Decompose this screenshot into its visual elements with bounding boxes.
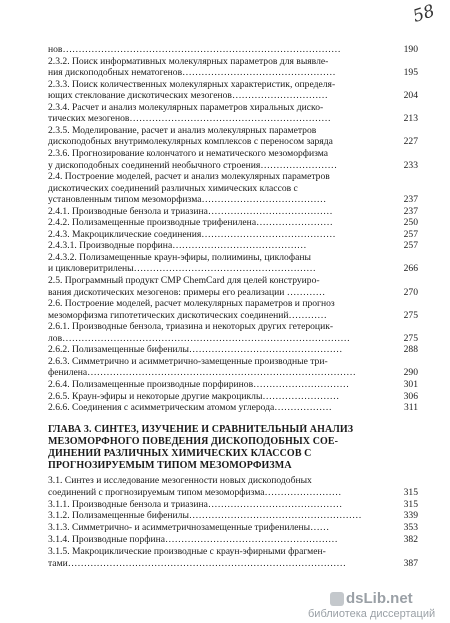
toc-entry-page: 227 (403, 136, 418, 147)
toc-entry-page: 250 (403, 217, 418, 228)
toc-entry-text: тами…………………………………………………………………………… (48, 558, 346, 569)
toc-entry-text: вания дискотических мезогенов: примеры его реализации ………… (48, 287, 326, 298)
toc-entry-text: 2.3.5. Моделирование, расчет и анализ молекулярных параметров (48, 125, 317, 136)
toc-entry-text: соединений с прогнозируемым типом мезоморфизма…………………… (48, 487, 342, 498)
toc-entry-text: тических мезогенов……………………………………………………… (48, 113, 331, 124)
toc-entry-text: 2.6.5. Краун-эфиры и некоторые другие макроциклы…………………… (48, 391, 340, 402)
toc-entry-page: 233 (403, 160, 418, 171)
toc-entry-text: 2.6.2. Полизамещенные бифенилы………………………………………… (48, 344, 343, 355)
toc-entry-page: 195 (403, 67, 418, 78)
toc-entry-text: 2.3.3. Поиск количественных молекулярных характеристик, определя- (48, 79, 336, 90)
toc-entry-text: фенилена………………………………………………………………………… (48, 367, 356, 378)
toc-entry-page: 387 (403, 558, 418, 569)
toc-entry-text: 2.4.2. Полизамещенные производные трифенилена…………………… (48, 217, 333, 228)
chapter-heading-line: ПРОГНОЗИРУЕМЫМ ТИПОМ МЕЗОМОРФИЗМА (48, 460, 292, 471)
toc-entry-text: 3.1.5. Макроциклические производные с краун-эфирными фрагмен- (48, 546, 326, 557)
toc-entry-text: установленным типом мезоморфизма………………………………… (48, 194, 327, 205)
toc-entry-page: 237 (403, 194, 418, 205)
toc-entry-text: 2.4.3.2. Полизамещенные краун-эфиры, полиимины, циклофаны (48, 252, 311, 263)
toc-entry-page: 213 (403, 113, 418, 124)
toc-entry-page: 382 (403, 534, 418, 545)
toc-entry-text: 3.1.3. Симметрично- и асимметричнозамещенные трифенилены…… (48, 522, 330, 533)
toc-entry-page: 237 (403, 206, 418, 217)
toc-entry-page: 190 (403, 44, 418, 55)
toc-entry-text: у дископодобных соединений необычного строения…………………… (48, 160, 338, 171)
watermark-caption: библиотека диссертаций (308, 608, 436, 620)
chapter-heading-line: ДИНЕНИЙ РАЗЛИЧНЫХ ХИМИЧЕСКИХ КЛАССОВ С (48, 448, 312, 459)
toc-entry-text: дискотических соединений различных химических классов с (48, 183, 298, 194)
toc-entry-page: 270 (403, 287, 418, 298)
toc-entry-text: 3.1.1. Производные бензола и триазина…………………………………… (48, 499, 343, 510)
toc-entry-text: 2.6. Построение моделей, расчет молекулярных параметров и прогноз (48, 298, 335, 309)
toc-entry-page: 204 (403, 90, 418, 101)
toc-entry-text: дископодобных внутримолекулярных комплексов с переносом заряда (48, 136, 333, 147)
toc-entry-text: 2.4.3.1. Производные порфина…………………………………… (48, 240, 307, 251)
toc-entry-text: и цикловеритрилены………………………………………………… (48, 263, 316, 274)
toc-entry-page: 315 (403, 487, 418, 498)
toc-entry-text: 2.3.6. Прогнозирование колончатого и нематического мезоморфизма (48, 148, 329, 159)
toc-entry-text: 2.3.2. Поиск информативных молекулярных параметров для выявле- (48, 56, 329, 67)
toc-entry-page: 257 (403, 229, 418, 240)
toc-entry-text: 3.1.2. Полизамещенные бифенилы……………………………………………… (48, 510, 362, 521)
toc-entry-text: нов…………………………………………………………………………… (48, 44, 341, 55)
toc-entry-page: 306 (403, 391, 418, 402)
toc-entry-text: 2.3.4. Расчет и анализ молекулярных параметров хиральных диско- (48, 102, 324, 113)
toc-entry-page: 257 (403, 240, 418, 251)
toc-entry-page: 315 (403, 499, 418, 510)
toc-entry-text: 2.4.3. Макроциклические соединения…………………………………… (48, 229, 336, 240)
toc-entry-text: лов……………………………………………………………………………… (48, 333, 350, 344)
toc-entry-page: 311 (403, 402, 418, 413)
toc-entry-text: 2.6.3. Симметрично и асимметрично-замещенные производные три- (48, 356, 328, 367)
toc-entry-text: 2.4.1. Производные бензола и триазина………………………………… (48, 206, 333, 217)
toc-entry-page: 288 (403, 344, 418, 355)
toc-entry-page: 339 (403, 510, 418, 521)
toc-entry-text: 3.1. Синтез и исследование мезогенности новых дископодобных (48, 475, 312, 486)
handwritten-page-number: 58 (410, 1, 438, 27)
toc-entry-text: 2.6.6. Соединения с асимметрическим атомом углерода……………… (48, 402, 332, 413)
toc-entry-page: 266 (403, 263, 418, 274)
chapter-heading-line: МЕЗОМОРФНОГО ПОВЕДЕНИЯ ДИСКОПОДОБНЫХ СОЕ- (48, 436, 339, 447)
toc-entry-text: 2.6.4. Полизамещенные производные порфиринов………………………… (48, 379, 350, 390)
toc-entry-text: ющих стеклование дискотических мезогенов………………………… (48, 90, 328, 101)
toc-entry-text: 2.6.1. Производные бензола, триазина и некоторых других гетероцик- (48, 321, 334, 332)
toc-entry-page: 290 (403, 367, 418, 378)
toc-entry-page: 275 (403, 310, 418, 321)
toc-entry-text: мезоморфизма гипотетических дискотических соединений………… (48, 310, 327, 321)
toc-entry-text: 3.1.4. Производные порфина……………………………………………… (48, 534, 338, 545)
toc-entry-page: 353 (403, 522, 418, 533)
toc-entry-page: 301 (403, 379, 418, 390)
toc-entry-text: ния дископодобных нематогенов………………………………………… (48, 67, 336, 78)
toc-entry-page: 275 (403, 333, 418, 344)
chapter-heading-line: ГЛАВА 3. СИНТЕЗ, ИЗУЧЕНИЕ И СРАВНИТЕЛЬНЫЙ АНАЛИЗ (48, 424, 354, 435)
watermark-logo: dsLib.net (346, 590, 413, 607)
toc-entry-text: 2.5. Программный продукт CMP ChemCard для целей конструиро- (48, 275, 320, 286)
toc-entry-text: 2.4. Построение моделей, расчет и анализ молекулярных параметров (48, 171, 330, 182)
dslib-logo-icon (330, 592, 344, 606)
